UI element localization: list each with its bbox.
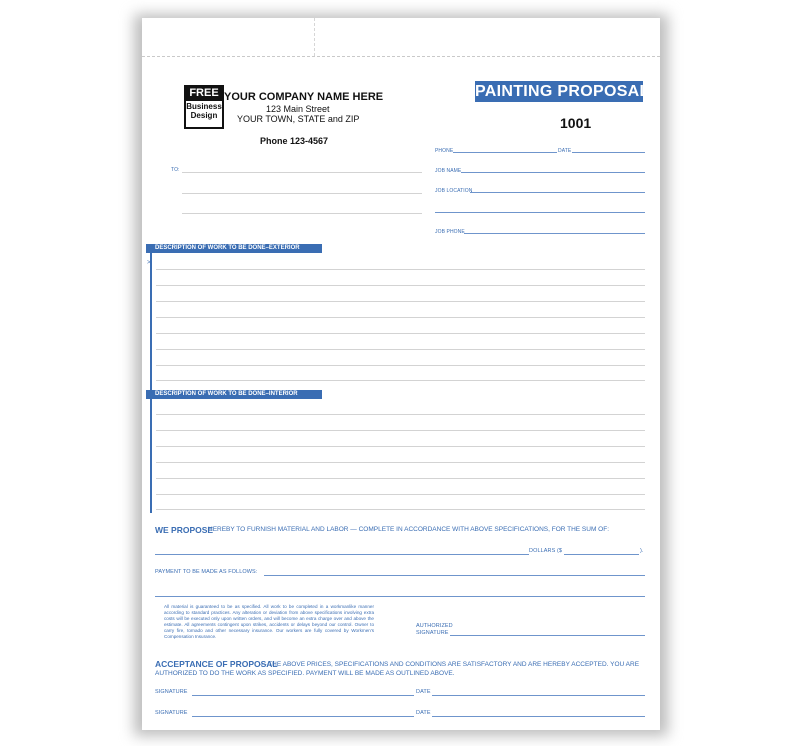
exterior-line[interactable] [156,301,645,302]
company-city: YOUR TOWN, STATE and ZIP [237,114,360,124]
signature-label: SIGNATURE [416,630,449,636]
exterior-line[interactable] [156,285,645,286]
exterior-section-header: DESCRIPTION OF WORK TO BE DONE–EXTERIOR [146,244,322,253]
acceptance-date-line-2[interactable] [432,716,645,717]
dollars-close: ). [640,548,644,554]
interior-line[interactable] [156,446,645,447]
acceptance-text-1: — THE ABOVE PRICES, SPECIFICATIONS AND CONDITIONS ARE SATISFACTORY AND ARE HEREBY ACCEPTED. YOU ARE [260,661,640,668]
exterior-left-bar [150,253,152,400]
interior-section-header: DESCRIPTION OF WORK TO BE DONE–INTERIOR [146,390,322,399]
form-title: PAINTING PROPOSAL [475,83,650,100]
payment-line[interactable] [264,575,645,576]
acceptance-date-label: DATE [416,689,431,695]
company-phone: Phone 123-4567 [260,136,329,146]
dollars-amount-line[interactable] [564,554,639,555]
we-propose-heading: WE PROPOSE [155,525,214,535]
job-name-line[interactable] [461,172,645,173]
interior-line[interactable] [156,430,645,431]
company-street: 123 Main Street [266,104,330,114]
exterior-line[interactable] [156,269,645,270]
exterior-line[interactable] [156,317,645,318]
interior-line[interactable] [156,509,645,510]
date-label: DATE [558,148,572,154]
acceptance-date-line[interactable] [432,695,645,696]
phone-line[interactable] [453,152,557,153]
job-location-label: JOB LOCATION [435,188,473,194]
we-propose-text: HEREBY TO FURNISH MATERIAL AND LABOR — COMPLETE IN ACCORDANCE WITH ABOVE SPECIFICATIONS, FOR THE SUM OF: [208,526,610,533]
phone-label: PHONE [435,148,454,154]
perforation-line [142,56,660,57]
logo-free-text: FREE [186,87,222,101]
acceptance-heading: ACCEPTANCE OF PROPOSAL [155,659,278,669]
dollars-label: DOLLARS ($ [529,548,563,554]
sum-line[interactable] [155,554,529,555]
acceptance-signature-line-2[interactable] [192,716,414,717]
job-phone-label: JOB PHONE [435,229,465,235]
date-line[interactable] [572,152,645,153]
interior-line[interactable] [156,414,645,415]
interior-left-bar [150,399,152,513]
payment-label: PAYMENT TO BE MADE AS FOLLOWS: [155,569,258,575]
interior-line[interactable] [156,462,645,463]
to-line-3[interactable] [182,213,422,214]
authorized-signature-line[interactable] [450,635,645,636]
interior-line[interactable] [156,478,645,479]
terms-fine-print: All material is guaranteed to be as specified. All work to be completed in a workmanlike manner according to standard practices. Any alteration or deviation from above specifications involving extra costs will be executed only upon written orders, and will become an extra charge over and above the estimate. All agreements contingent upon strikes, accidents or delays beyond our control. Owner to carry fire, tornado and other necessary insurance. Our workers are fully covered by Workmen's Compensation Insurance. [164,604,374,639]
authorized-label: AUTHORIZED [416,623,453,629]
acceptance-text-2: AUTHORIZED TO DO THE WORK AS SPECIFIED. PAYMENT WILL BE MADE AS OUTLINED ABOVE. [155,670,455,677]
proposal-form [142,18,660,730]
job-location-line[interactable] [470,192,645,193]
logo-business-text: Business [186,102,222,111]
exterior-line[interactable] [156,333,645,334]
payment-line-2[interactable] [155,596,645,597]
acceptance-signature-label-2: SIGNATURE [155,710,188,716]
job-name-label: JOB NAME [435,168,462,174]
exterior-line[interactable] [156,380,645,381]
exterior-line[interactable] [156,349,645,350]
form-number: 1001 [560,115,592,131]
logo-design-text: Design [190,111,218,120]
company-name: YOUR COMPANY NAME HERE [224,91,384,103]
free-business-design-logo [184,85,224,129]
acceptance-date-label-2: DATE [416,710,431,716]
job-phone-line[interactable] [464,233,645,234]
exterior-marker: > [147,260,151,266]
exterior-line[interactable] [156,365,645,366]
to-line-1[interactable] [182,172,422,173]
to-line-2[interactable] [182,193,422,194]
acceptance-signature-label: SIGNATURE [155,689,188,695]
interior-line[interactable] [156,494,645,495]
to-label: TO: [171,167,180,173]
job-location-line-2[interactable] [435,212,645,213]
stub-perforation [314,18,316,56]
acceptance-signature-line[interactable] [192,695,414,696]
